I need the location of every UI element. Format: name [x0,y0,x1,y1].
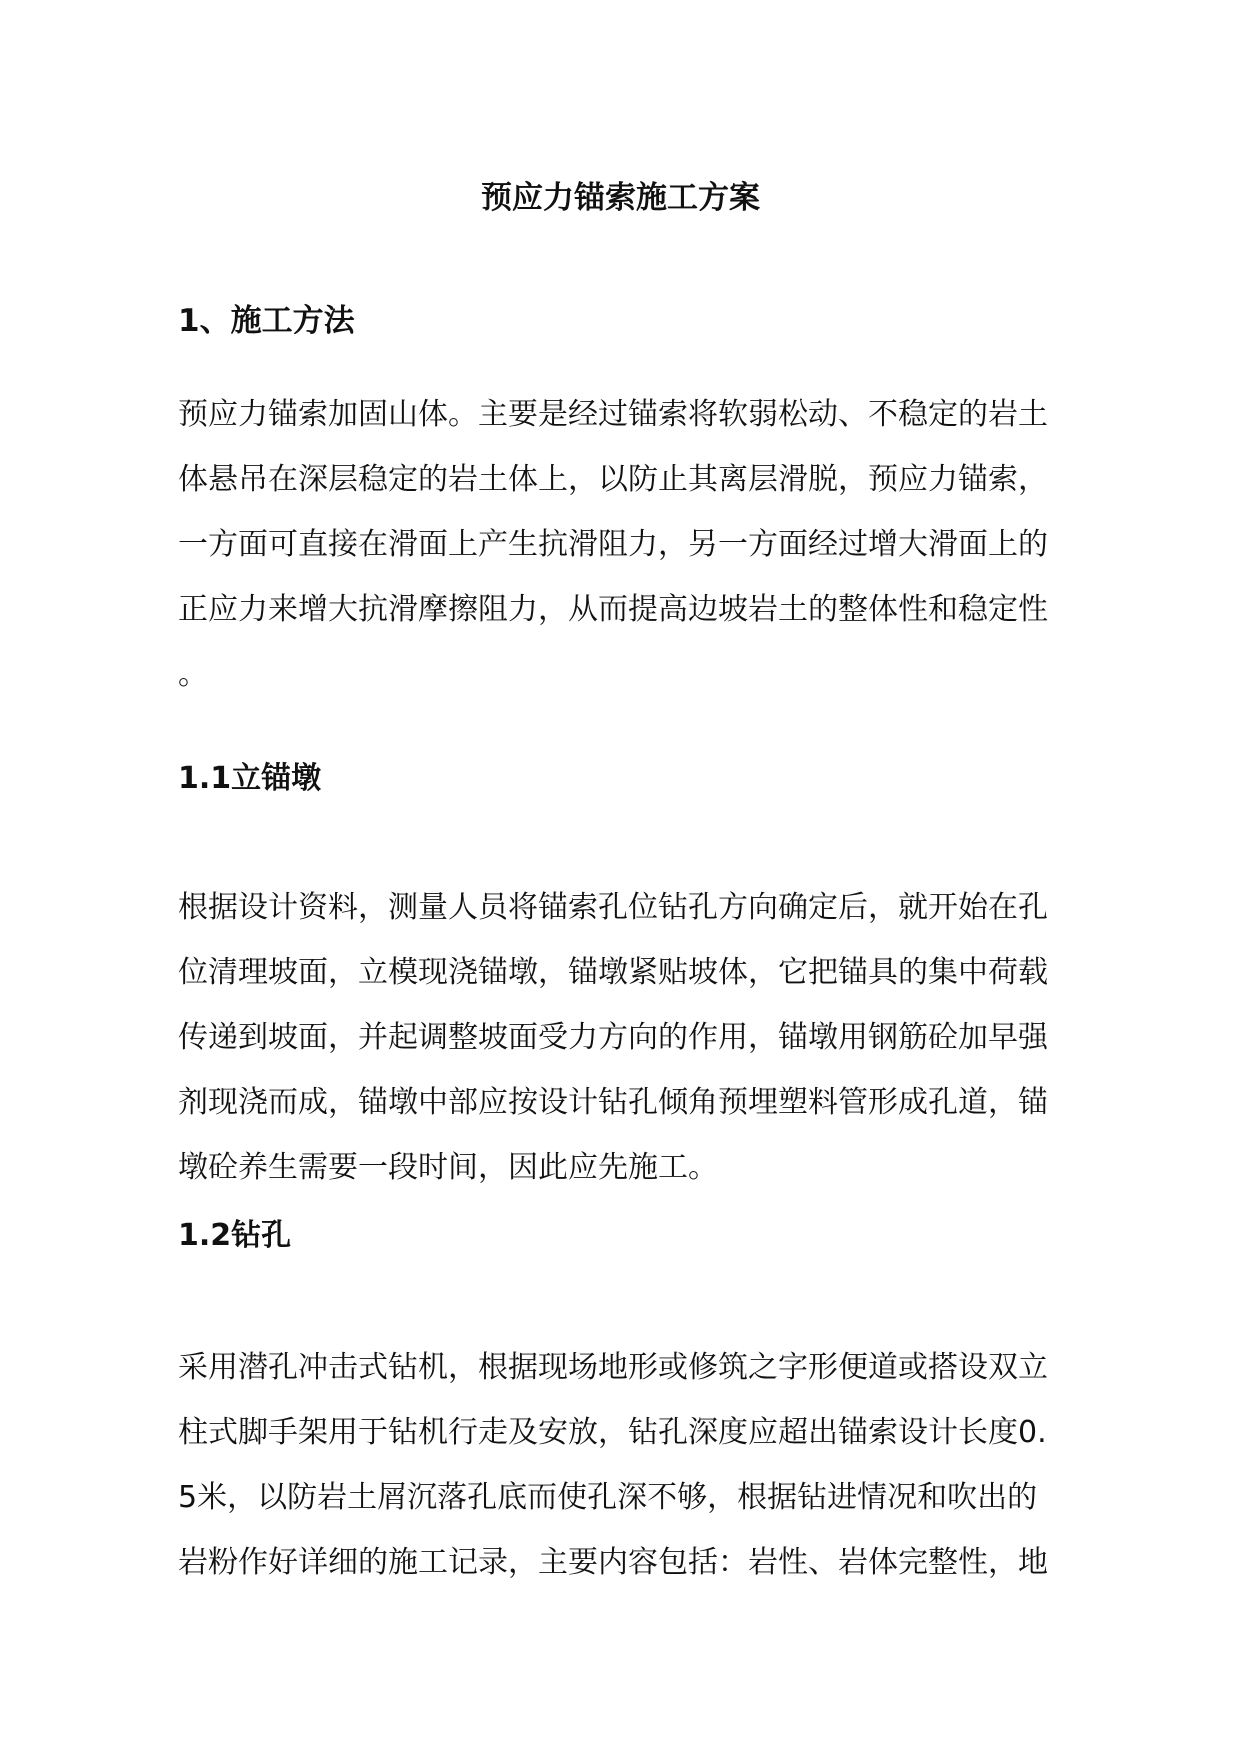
paragraph-line: 预应力锚索加固山体。主要是经过锚索将软弱松动、不稳定的岩土 [178,397,1048,432]
paragraph-line: 5米，以防岩土屑沉落孔底而使孔深不够，根据钻进情况和吹出的 [178,1480,1038,1515]
paragraph-line: 传递到坡面，并起调整坡面受力方向的作用，锚墩用钢筋砼加早强 [178,1020,1048,1055]
section-heading-drilling: 1.2钻孔 [178,1218,292,1253]
paragraph-line: 岩粉作好详细的施工记录，主要内容包括：岩性、岩体完整性，地 [178,1545,1048,1580]
document-title: 预应力锚索施工方案 [481,180,760,216]
paragraph-line: 根据设计资料，测量人员将锚索孔位钻孔方向确定后，就开始在孔 [178,890,1048,925]
paragraph-line: 体悬吊在深层稳定的岩土体上，以防止其离层滑脱，预应力锚索， [178,462,1048,497]
section-heading-anchor-pier: 1.1立锚墩 [178,761,322,796]
paragraph-construction-method [178,382,1063,707]
paragraph-line: 。 [178,657,208,692]
paragraph-line: 正应力来增大抗滑摩擦阻力，从而提高边坡岩土的整体性和稳定性 [178,592,1048,627]
paragraph-line: 剂现浇而成，锚墩中部应按设计钻孔倾角预埋塑料管形成孔道，锚 [178,1085,1048,1120]
section-heading-construction-method: 1、施工方法 [178,303,355,339]
paragraph-line: 柱式脚手架用于钻机行走及安放，钻孔深度应超出锚索设计长度0. [178,1415,1047,1450]
paragraph-line: 一方面可直接在滑面上产生抗滑阻力，另一方面经过增大滑面上的 [178,527,1048,562]
paragraph-line: 位清理坡面，立模现浇锚墩，锚墩紧贴坡体，它把锚具的集中荷载 [178,955,1048,990]
paragraph-drilling [178,1335,1063,1595]
paragraph-line: 采用潜孔冲击式钻机，根据现场地形或修筑之字形便道或搭设双立 [178,1350,1048,1385]
paragraph-anchor-pier [178,875,1063,1200]
paragraph-line: 墩砼养生需要一段时间，因此应先施工。 [178,1150,718,1185]
